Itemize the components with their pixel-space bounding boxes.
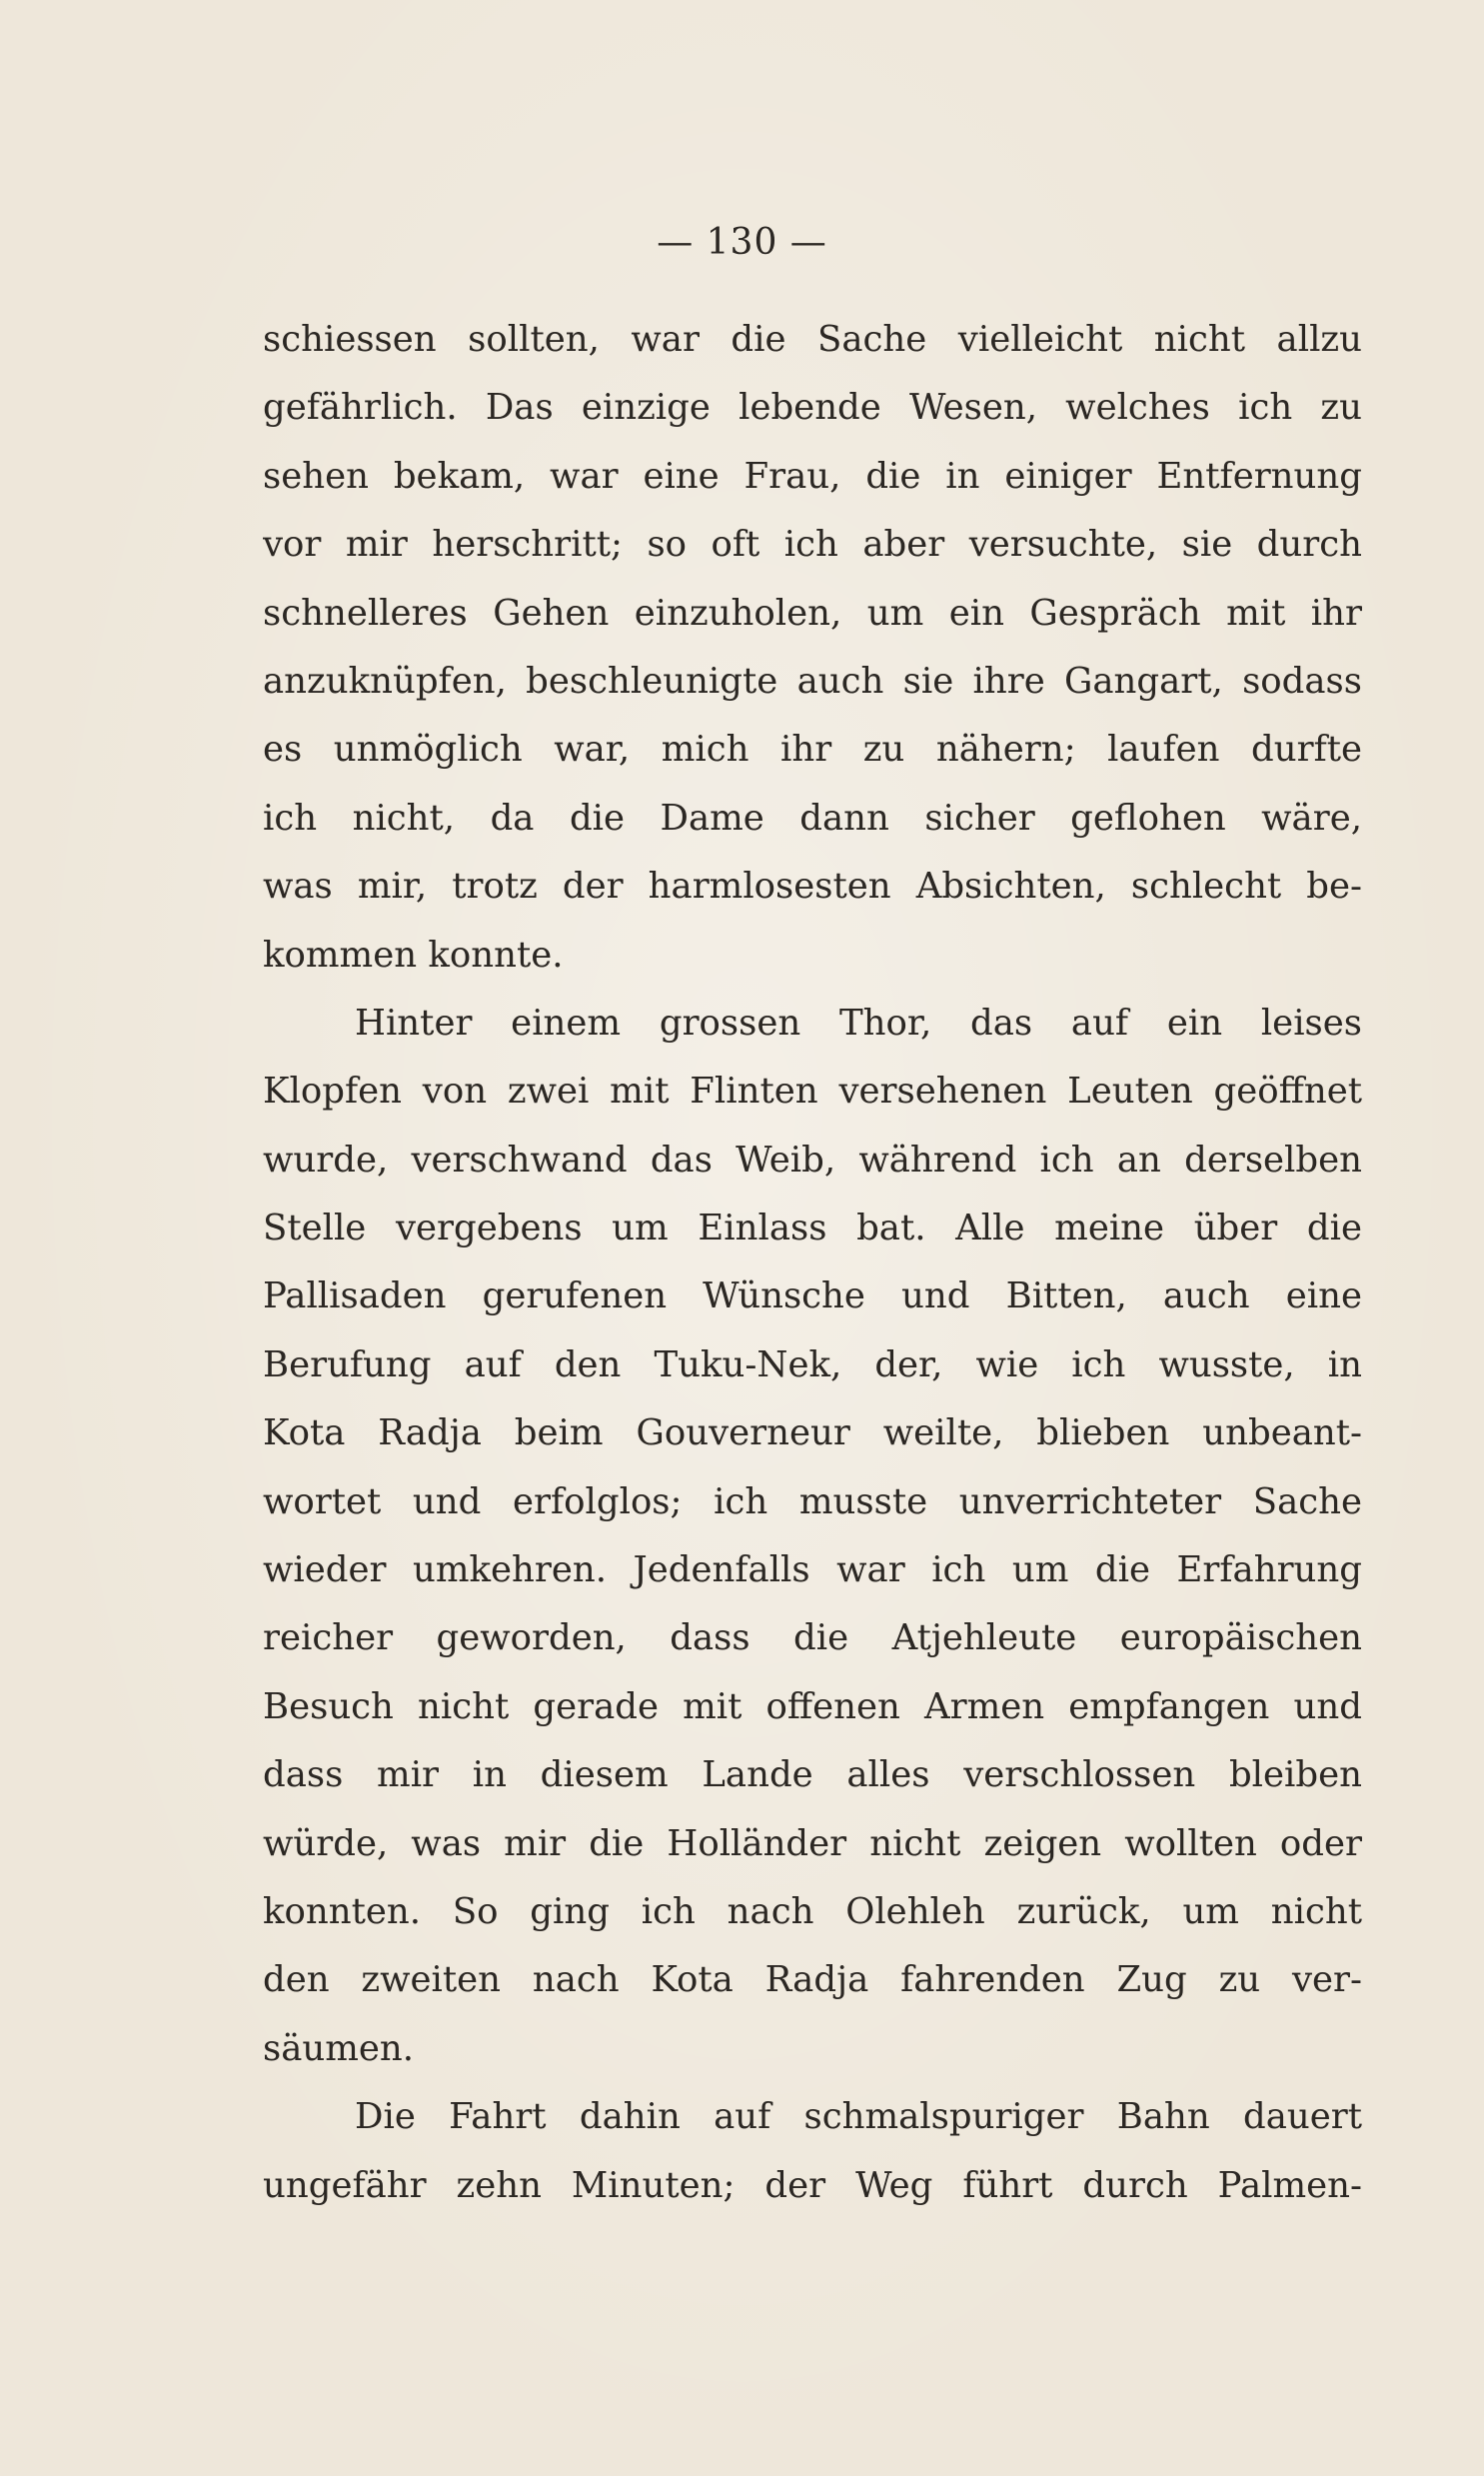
text-line: anzuknüpfen, beschleunigte auch sie ihre Gangart, sodass	[263, 660, 1362, 702]
text-line: reicher geworden, dass die Atjehleute europäischen	[263, 1617, 1362, 1659]
text-line: Pallisaden gerufenen Wünsche und Bitten, auch eine	[263, 1275, 1362, 1317]
text-line: wurde, verschwand das Weib, während ich an derselben	[263, 1139, 1362, 1181]
text-line: Klopfen von zwei mit Flinten versehenen Leuten geöffnet	[263, 1071, 1362, 1113]
text-line: schiessen sollten, war die Sache vielleicht nicht allzu	[263, 319, 1362, 360]
text-line: Stelle vergebens um Einlass bat. Alle meine über die	[263, 1208, 1362, 1249]
text-line: konnten. So ging ich nach Olehleh zurück, um nicht	[263, 1890, 1362, 1932]
text-line: würde, was mir die Holländer nicht zeigen wollten oder	[263, 1822, 1362, 1864]
text-line: Die Fahrt dahin auf schmalspuriger Bahn dauert	[355, 2096, 1362, 2138]
text-line: Hinter einem grossen Thor, das auf ein leises	[355, 1002, 1362, 1044]
text-line: kommen konnte.	[263, 934, 564, 976]
text-line: säumen.	[263, 2027, 415, 2069]
text-line: gefährlich. Das einzige lebende Wesen, welches ich zu	[263, 387, 1362, 429]
text-line: schnelleres Gehen einzuholen, um ein Gespräch mit ihr	[263, 592, 1362, 634]
text-line: Berufung auf den Tuku-Nek, der, wie ich wusste, in	[263, 1343, 1362, 1385]
text-line: vor mir herschritt; so oft ich aber versuchte, sie durch	[263, 524, 1362, 566]
text-line: wortet und erfolglos; ich musste unverrichteter Sache	[263, 1480, 1362, 1522]
text-line: ich nicht, da die Dame dann sicher geflohen wäre,	[263, 797, 1362, 839]
page-number: — 130 —	[657, 222, 827, 263]
text-line: ungefähr zehn Minuten; der Weg führt durch Palmen-	[263, 2164, 1362, 2206]
text-line: sehen bekam, war eine Frau, die in einiger Entfernung	[263, 455, 1362, 497]
text-line: dass mir in diesem Lande alles verschlossen bleiben	[263, 1754, 1362, 1796]
text-line: wieder umkehren. Jedenfalls war ich um die Erfahrung	[263, 1549, 1362, 1591]
text-line: Besuch nicht gerade mit offenen Armen empfangen und	[263, 1685, 1362, 1727]
text-line: den zweiten nach Kota Radja fahrenden Zug zu ver-	[263, 1959, 1362, 2001]
body-text	[263, 306, 1362, 2220]
text-line: es unmöglich war, mich ihr zu nähern; laufen durfte	[263, 729, 1362, 771]
text-line: was mir, trotz der harmlosesten Absichten, schlecht be-	[263, 866, 1362, 908]
text-line: Kota Radja beim Gouverneur weilte, blieben unbeant-	[263, 1412, 1362, 1454]
